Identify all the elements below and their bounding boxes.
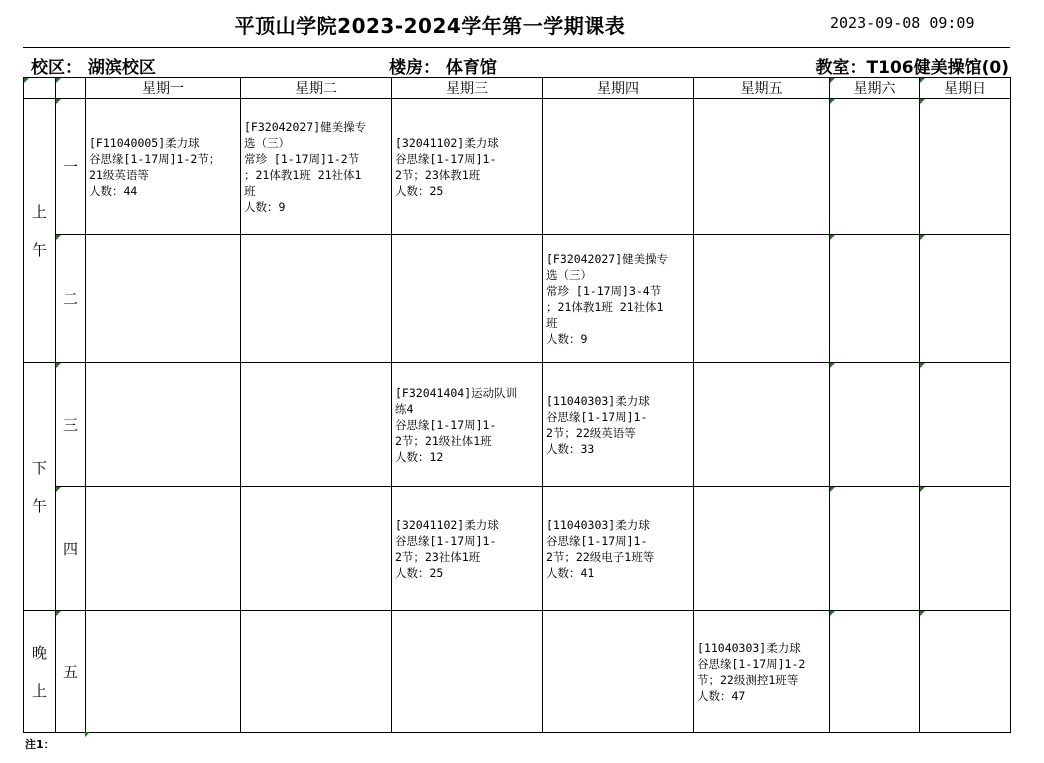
schedule-cell-mon-2: [86, 235, 241, 363]
schedule-cell-sat-3: [830, 363, 920, 487]
schedule-cell-thu-5: [543, 611, 694, 733]
schedule-cell-wed-3: [392, 363, 543, 487]
weekday-header: 星期五: [694, 78, 830, 99]
page-title: 平顶山学院2023-2024学年第一学期课表: [234, 14, 626, 38]
schedule-cell-sat-2: [830, 235, 920, 363]
schedule-cell-wed-1: [392, 99, 543, 235]
schedule-cell-sun-4: [920, 487, 1011, 611]
course-entry: [32041102]柔力球 谷思缘[1-17周]1- 2节；23社体1班 人数：25: [395, 517, 499, 580]
schedule-cell-thu-2: [543, 235, 694, 363]
slot-label: [56, 99, 86, 235]
slot-number: 四: [62, 540, 78, 558]
slot-number: 二: [62, 290, 78, 308]
weekday-header: 星期二: [241, 78, 392, 99]
weekday-header: 星期三: [392, 78, 543, 99]
course-entry: [32041102]柔力球 谷思缘[1-17周]1- 2节；23体教1班 人数：25: [395, 135, 499, 198]
slot-row-5: [24, 611, 1011, 733]
building-info: [389, 53, 497, 78]
slot-label: [56, 487, 86, 611]
schedule-table: [23, 77, 1011, 733]
period-char: 午: [31, 240, 47, 259]
slot-row-2: [24, 235, 1011, 363]
course-entry: [F32041404]运动队训 练4 谷思缘[1-17周]1- 2节；21级社体1班 人数：12: [395, 385, 518, 464]
schedule-cell-tue-2: [241, 235, 392, 363]
weekday-header: [830, 78, 920, 99]
weekday-label: 星期六: [853, 81, 896, 97]
weekday-header-row: [24, 78, 1011, 99]
schedule-cell-mon-4: [86, 487, 241, 611]
room-value: T106健美操馆(0): [866, 58, 1009, 78]
period-morning: [24, 99, 56, 363]
course-entry: [11040303]柔力球 谷思缘[1-17周]1- 2节；22级英语等 人数：33: [546, 393, 650, 456]
schedule-cell-thu-4: [543, 487, 694, 611]
slot-label: [56, 235, 86, 363]
schedule-cell-sat-4: [830, 487, 920, 611]
slot-number: 一: [62, 158, 78, 176]
slot-row-3: [24, 363, 1011, 487]
slot-number: 五: [62, 663, 78, 681]
footer-note: 注1：: [25, 738, 55, 751]
course-entry: [F32042027]健美操专 选（三） 常珍 [1-17周]1-2节 ；21体教1班 21社体1 班 人数：9: [244, 119, 367, 214]
weekday-header: 星期四: [543, 78, 694, 99]
schedule-cell-mon-5: [86, 611, 241, 733]
course-entry: [11040303]柔力球 谷思缘[1-17周]1- 2节；22级电子1班等 人数：41: [546, 517, 655, 580]
schedule-cell-thu-1: [543, 99, 694, 235]
schedule-cell-sun-5: [920, 611, 1011, 733]
schedule-cell-fri-2: [694, 235, 830, 363]
schedule-cell-mon-3: [86, 363, 241, 487]
slot-row-4: [24, 487, 1011, 611]
campus-info: [31, 53, 156, 78]
corner-cell: [24, 78, 56, 99]
weekday-header: [920, 78, 1011, 99]
period-evening: [24, 611, 56, 733]
schedule-cell-fri-5: [694, 611, 830, 733]
schedule-cell-wed-4: [392, 487, 543, 611]
schedule-cell-fri-1: [694, 99, 830, 235]
schedule-cell-sat-5: [830, 611, 920, 733]
period-char: 午: [31, 496, 47, 515]
slot-number: 三: [62, 416, 78, 434]
period-char: 晚: [31, 643, 47, 662]
course-entry: [F11040005]柔力球 谷思缘[1-17周]1-2节； 21级英语等 人数：44: [89, 135, 221, 198]
weekday-label: 星期日: [944, 81, 986, 97]
corner-cell-2: [56, 78, 86, 99]
building-label: 楼房：: [389, 58, 440, 78]
schedule-cell-tue-1: [241, 99, 392, 235]
period-char: 上: [31, 202, 47, 221]
period-char: 上: [31, 681, 47, 700]
schedule-cell-sat-1: [830, 99, 920, 235]
schedule-cell-fri-4: [694, 487, 830, 611]
building-value: 体育馆: [445, 58, 497, 78]
footer-marker: [85, 732, 90, 737]
room-info: [816, 53, 1009, 78]
room-label: 教室：: [815, 58, 867, 78]
slot-label: [56, 363, 86, 487]
schedule-cell-thu-3: [543, 363, 694, 487]
campus-value: 湖滨校区: [87, 58, 156, 78]
schedule-cell-tue-3: [241, 363, 392, 487]
schedule-cell-sun-2: [920, 235, 1011, 363]
slot-label: [56, 611, 86, 733]
campus-label: 校区：: [31, 58, 82, 78]
schedule-cell-mon-1: [86, 99, 241, 235]
header-divider: [23, 47, 1010, 48]
print-timestamp: 2023-09-08 09:09: [830, 14, 975, 32]
schedule-cell-wed-2: [392, 235, 543, 363]
schedule-cell-wed-5: [392, 611, 543, 733]
schedule-cell-sun-1: [920, 99, 1011, 235]
weekday-header: 星期一: [86, 78, 241, 99]
course-entry: [11040303]柔力球 谷思缘[1-17周]1-2 节；22级测控1班等 人数：47: [697, 640, 806, 703]
schedule-cell-tue-5: [241, 611, 392, 733]
period-afternoon: [24, 363, 56, 611]
slot-row-1: [24, 99, 1011, 235]
schedule-cell-sun-3: [920, 363, 1011, 487]
period-char: 下: [31, 458, 47, 477]
schedule-cell-fri-3: [694, 363, 830, 487]
schedule-cell-tue-4: [241, 487, 392, 611]
course-entry: [F32042027]健美操专 选（三） 常珍 [1-17周]3-4节 ；21体教1班 21社体1 班 人数：9: [546, 251, 669, 346]
